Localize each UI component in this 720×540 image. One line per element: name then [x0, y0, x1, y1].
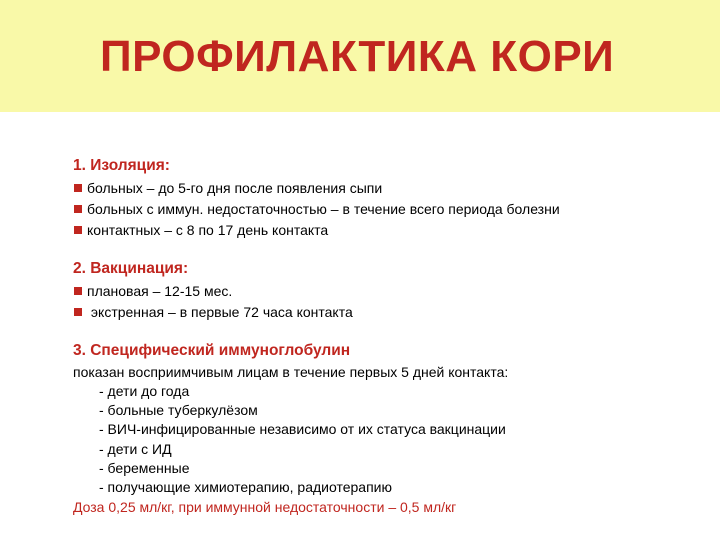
section-vaccination	[73, 258, 693, 322]
list-item-text: контактных – с 8 по 17 день контакта	[87, 221, 329, 238]
square-bullet-icon	[74, 226, 82, 234]
slide-content	[73, 155, 693, 517]
list-item: - получающие химиотерапию, радиотерапию	[99, 478, 392, 495]
list-item	[73, 280, 693, 301]
list-item: - беременные	[99, 459, 190, 476]
list-item	[73, 177, 693, 198]
slide-title: ПРОФИЛАКТИКА КОРИ	[100, 32, 615, 81]
list-item: - дети до года	[99, 383, 190, 399]
section-heading-isolation: 1. Изоляция:	[73, 157, 170, 174]
list-item	[73, 219, 693, 240]
list-item	[73, 198, 693, 219]
square-bullet-icon	[74, 308, 82, 316]
list-item: - больные туберкулёзом	[99, 402, 258, 419]
list-item: - ВИЧ-инфицированные независимо от их статуса вакцинации	[99, 421, 506, 438]
list-item-text: больных с иммун. недостаточностью – в течение всего периода болезни	[87, 200, 560, 217]
list-item	[73, 301, 693, 322]
section-isolation	[73, 155, 693, 240]
square-bullet-icon	[74, 184, 82, 192]
section-immunoglobulin	[73, 340, 693, 517]
section-spacer	[73, 240, 693, 258]
section-heading-vaccination: 2. Вакцинация:	[73, 260, 189, 277]
dose-note: Доза 0,25 мл/кг, при иммунной недостаточности – 0,5 мл/кг	[73, 499, 457, 516]
list-item-text: больных – до 5-го дня после появления сыпи	[87, 179, 383, 196]
section-spacer	[73, 322, 693, 340]
section-heading-immunoglobulin: 3. Специфический иммуноглобулин	[73, 342, 351, 359]
list-item-text: экстренная – в первые 72 часа контакта	[87, 303, 353, 320]
list-item: - дети с ИД	[99, 440, 172, 457]
section-intro: показан восприимчивым лицам в течение первых 5 дней контакта:	[73, 364, 509, 380]
square-bullet-icon	[74, 287, 82, 295]
list-item-text: плановая – 12-15 мес.	[87, 282, 233, 299]
square-bullet-icon	[74, 205, 82, 213]
